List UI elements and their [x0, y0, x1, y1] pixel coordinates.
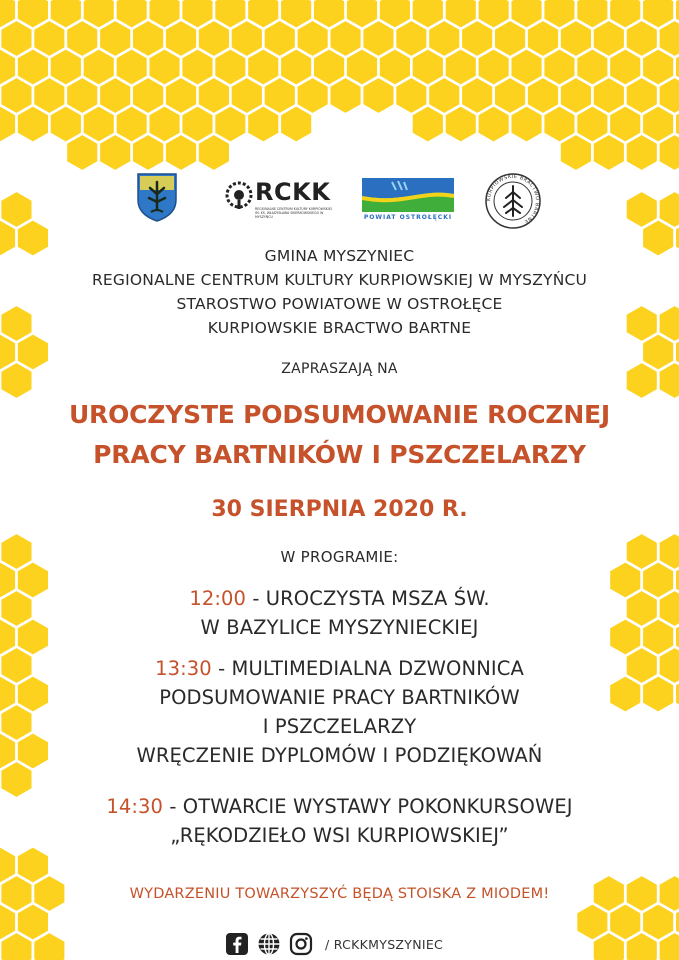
social-links [225, 930, 443, 958]
social-handle: / RCKKMYSZYNIEC [325, 936, 444, 952]
rckk-logo [224, 178, 336, 224]
powiat-emblem-icon [362, 178, 454, 212]
program-time: 13:30 [155, 657, 212, 680]
instagram-icon[interactable] [289, 932, 313, 956]
program-line: - OTWARCIE WYSTAWY POKONKURSOWEJ [169, 795, 573, 818]
program-line: PODSUMOWANIE PRACY BARTNIKÓW [159, 686, 520, 709]
program-line: - UROCZYSTA MSZA ŚW. [252, 587, 490, 610]
program-line: I PSZCZELARZY [262, 715, 417, 738]
program-time: 12:00 [189, 587, 247, 610]
program-time: 14:30 [106, 795, 164, 818]
invite-text: ZAPRASZAJĄ NA [281, 361, 398, 377]
facebook-icon[interactable] [225, 932, 249, 956]
powiat-logo [362, 178, 454, 226]
globe-icon[interactable] [257, 932, 281, 956]
program-heading: W PROGRAMIE: [280, 548, 399, 566]
program-item [0, 654, 679, 770]
coat-of-arms-logo [136, 172, 178, 222]
bractwo-bartne-logo [484, 172, 542, 230]
title-line: PRACY BARTNIKÓW I PSZCZELARZY [93, 440, 586, 469]
program-item [0, 792, 679, 850]
program-item [0, 584, 679, 642]
event-title [0, 395, 679, 475]
rckk-subtext: REGIONALNE CENTRUM KULTURY KURPIOWSKIEJ IM. KS. WŁADYSŁAWA SKIERKOWSKIEGO W MYSZYŃCU [255, 207, 332, 219]
organizer-line: KURPIOWSKIE BRACTWO BARTNE [207, 319, 472, 337]
program-line: - MULTIMEDIALNA DZWONNICA [218, 657, 524, 680]
event-date: 30 SIERPNIA 2020 R. [211, 497, 468, 522]
bractwo-text: KURPIOWSKIE BRACTWO BARTNE [485, 173, 541, 225]
organizer-line: GMINA MYSZYNIEC [264, 247, 415, 265]
program-line: WRĘCZENIE DYPLOMÓW I PODZIĘKOWAŃ [136, 744, 543, 767]
organizer-line: REGIONALNE CENTRUM KULTURY KURPIOWSKIEJ W MYSZYŃCU [91, 271, 588, 289]
rckk-emblem-icon [224, 180, 254, 210]
footer-note: WYDARZENIU TOWARZYSZYĆ BĘDĄ STOISKA Z MIODEM! [129, 886, 550, 902]
powiat-text: POWIAT OSTROŁĘCKI [363, 214, 453, 221]
organizers [0, 244, 679, 340]
program-line: W BAZYLICE MYSZYNIECKIEJ [200, 616, 479, 639]
organizer-line: STAROSTWO POWIATOWE W OSTROŁĘCE [176, 295, 503, 313]
program-line: „RĘKODZIEŁO WSI KURPIOWSKIEJ” [170, 824, 509, 847]
title-line: UROCZYSTE PODSUMOWANIE ROCZNEJ [68, 400, 611, 429]
partner-logos [0, 170, 679, 230]
rckk-text: RCKK [255, 178, 331, 206]
